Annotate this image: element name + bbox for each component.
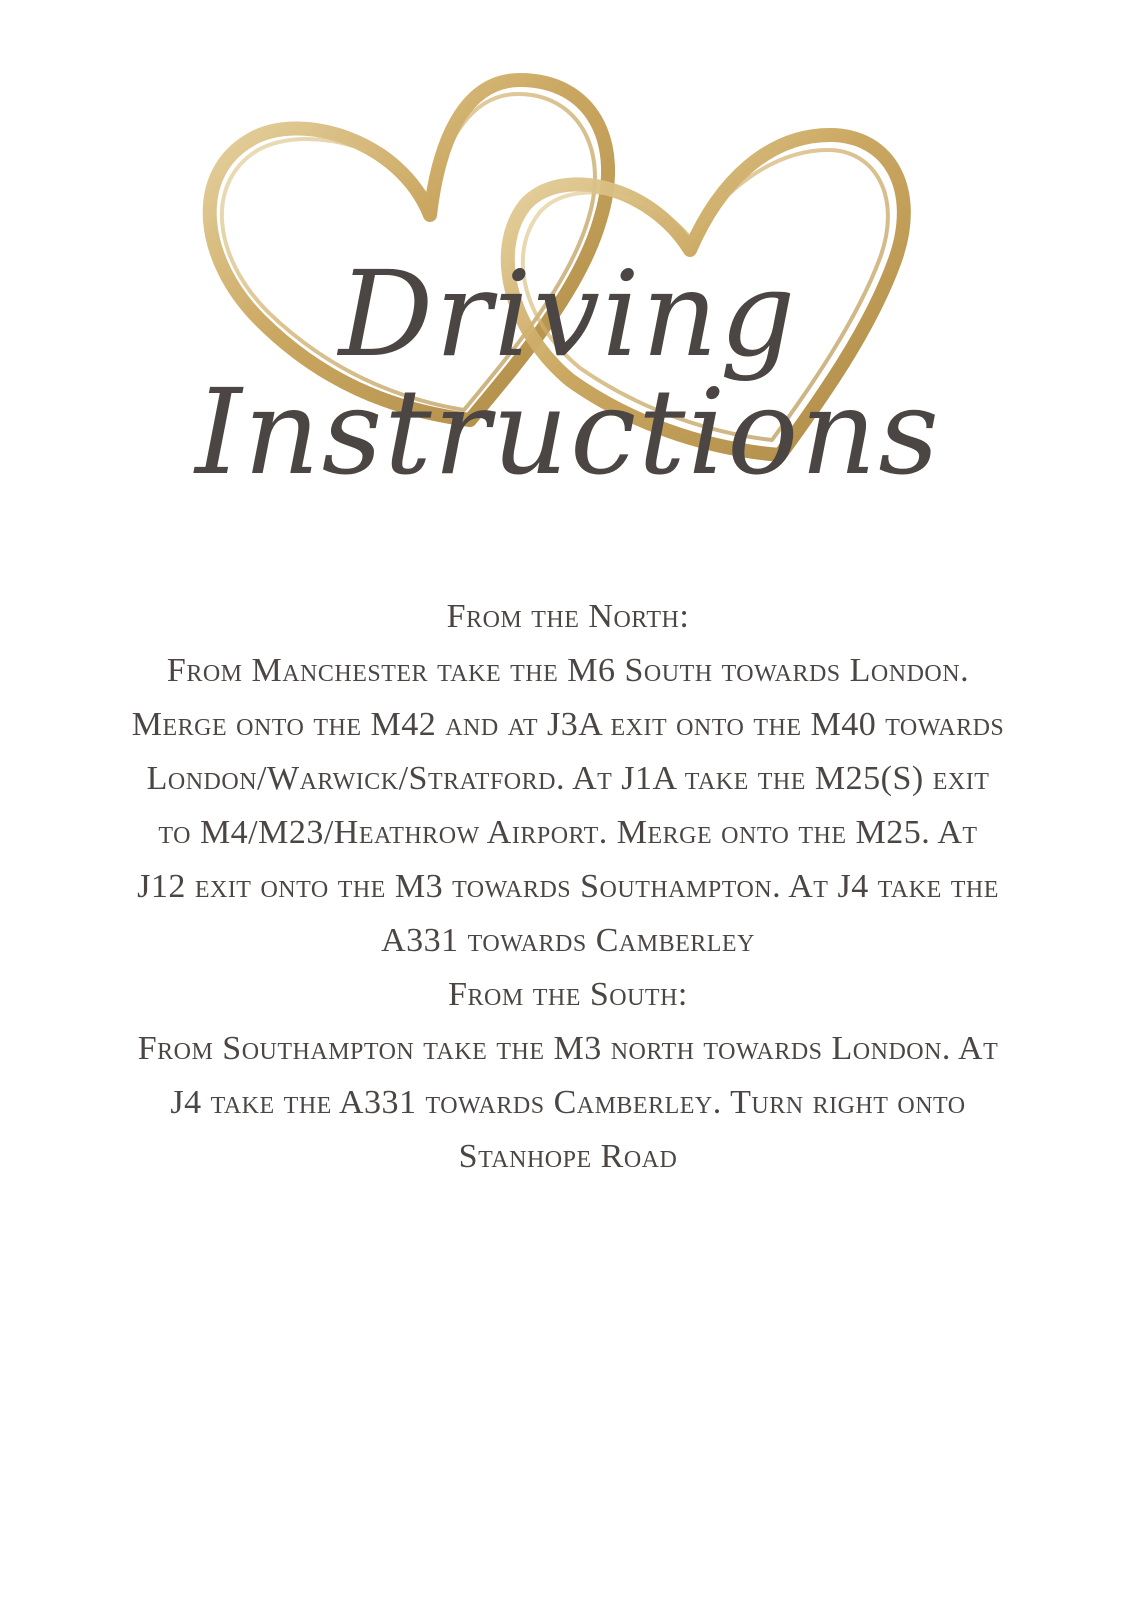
- south-directions: From Southampton take the M3 north towards London. At J4 take the A331 towards Camberley. Turn right onto Stanhope Road: [137, 1030, 999, 1175]
- directions-body: [130, 590, 1006, 1184]
- north-directions: From Manchester take the M6 South towards London. Merge onto the M42 and at J3A exit onto the M40 towards London/Warwick/Stratford. At J1A take the M25(S) exit to M4/M23/Heathrow Airport. Merge onto the M25. At J12 exit onto the M3 towards Southampton. At J4 take the A331 towards Camberley: [131, 652, 1005, 959]
- page-title: Driving Instructions: [195, 245, 941, 501]
- north-heading: From the North:: [446, 598, 690, 635]
- south-heading: From the South:: [448, 976, 688, 1013]
